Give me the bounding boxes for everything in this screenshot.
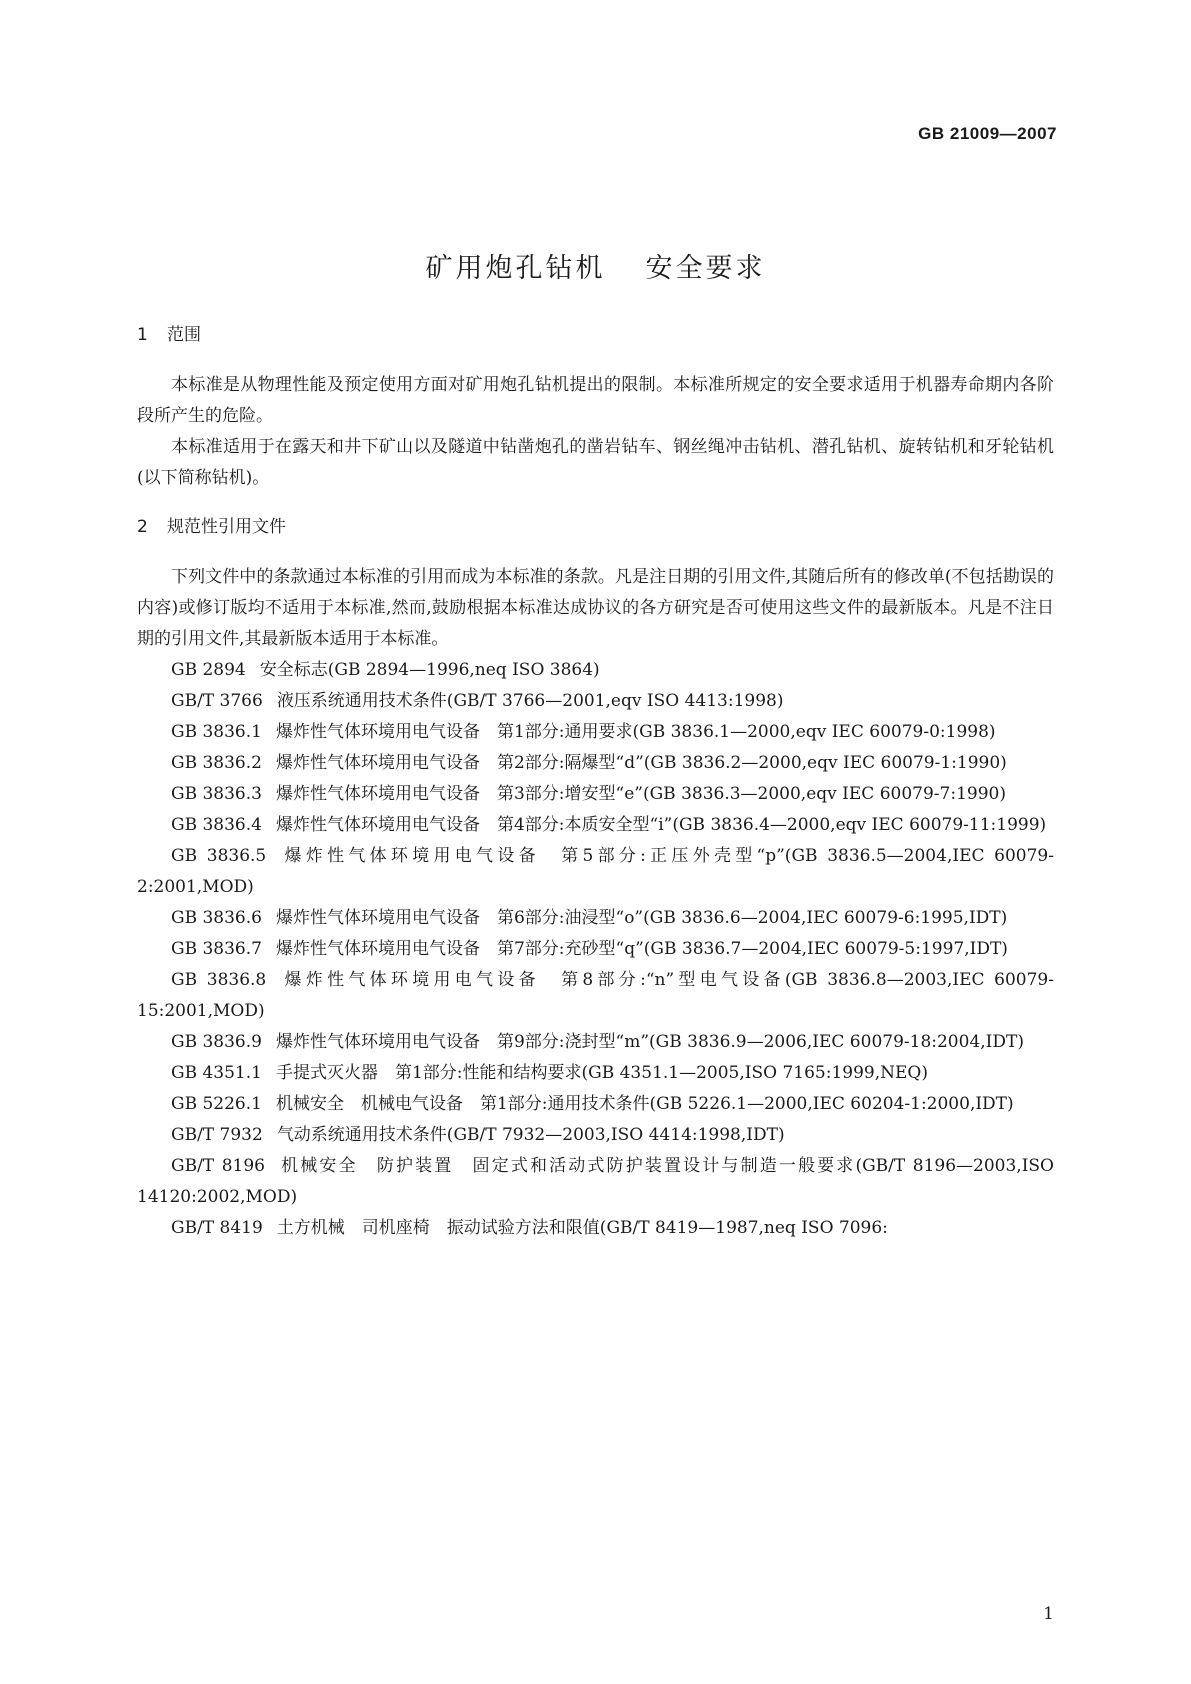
section-1-number: 1 [137,325,148,345]
reference-code: GB 4351.1 [171,1063,262,1083]
reference-code: GB 3836.1 [171,722,262,742]
reference-entry [137,655,1054,686]
reference-code: GB 3836.3 [171,784,262,804]
reference-text: 爆炸性气体环境用电气设备 第3部分:增安型“e”(GB 3836.3—2000,eqv IEC 60079-7:1990) [275,784,1006,804]
reference-code: GB/T 8419 [171,1218,263,1238]
reference-text: 气动系统通用技术条件(GB/T 7932—2003,ISO 4414:1998,IDT) [276,1125,785,1145]
reference-entry [137,717,1054,748]
reference-entry [137,1151,1054,1213]
section-2-number: 2 [137,517,148,537]
reference-entry [137,779,1054,810]
page-number: 1 [1043,1604,1054,1624]
reference-code: GB 3836.4 [171,815,262,835]
reference-text: 爆炸性气体环境用电气设备 第4部分:本质安全型“i”(GB 3836.4—2000,eqv IEC 60079-11:1999) [275,815,1047,835]
reference-text: 手提式灭火器 第1部分:性能和结构要求(GB 4351.1—2005,ISO 7165:1999,NEQ) [275,1063,928,1083]
reference-code: GB 3836.6 [171,908,262,928]
section-1-heading [137,320,1054,351]
reference-code: GB/T 3766 [171,691,263,711]
reference-code: GB 2894 [171,660,246,680]
reference-text: 爆炸性气体环境用电气设备 第5部分:正压外壳型“p”(GB 3836.5—2004,IEC 60079-2:2001,MOD) [137,846,1054,897]
reference-list [137,655,1054,1244]
reference-code: GB 3836.5 [171,846,267,866]
reference-code: GB/T 8196 [171,1156,265,1176]
reference-entry [137,748,1054,779]
reference-code: GB 3836.9 [171,1032,262,1052]
reference-code: GB/T 7932 [171,1125,263,1145]
document-title [0,246,1191,285]
section-1-title: 范围 [167,325,201,345]
reference-entry [137,1027,1054,1058]
reference-text: 爆炸性气体环境用电气设备 第2部分:隔爆型“d”(GB 3836.2—2000,eqv IEC 60079-1:1990) [275,753,1007,773]
reference-entry [137,841,1054,903]
title-main: 矿用炮孔钻机 [425,253,606,285]
reference-code: GB 3836.8 [171,970,267,990]
reference-entry [137,965,1054,1027]
reference-entry [137,903,1054,934]
section-2-title: 规范性引用文件 [167,517,286,537]
title-sub: 安全要求 [645,253,766,285]
reference-text: 机械安全 机械电气设备 第1部分:通用技术条件(GB 5226.1—2000,IEC 60204-1:2000,IDT) [275,1094,1014,1114]
section-2-intro: 下列文件中的条款通过本标准的引用而成为本标准的条款。凡是注日期的引用文件,其随后所有的修改单(不包括勘误的内容)或修订版均不适用于本标准,然而,鼓励根据本标准达成协议的各方研究是否可使用这些文件的最新版本。凡是不注日期的引用文件,其最新版本适用于本标准。 [137,567,1054,649]
reference-entry [137,810,1054,841]
reference-entry [137,1213,1054,1244]
reference-entry [137,934,1054,965]
section-2-heading [137,512,1054,543]
reference-text: 爆炸性气体环境用电气设备 第9部分:浇封型“m”(GB 3836.9—2006,IEC 60079-18:2004,IDT) [275,1032,1024,1052]
section-1-paragraph: 本标准是从物理性能及预定使用方面对矿用炮孔钻机提出的限制。本标准所规定的安全要求适用于机器寿命期内各阶段所产生的危险。 [137,375,1054,426]
section-1-paragraph: 本标准适用于在露天和井下矿山以及隧道中钻凿炮孔的凿岩钻车、钢丝绳冲击钻机、潜孔钻机、旋转钻机和牙轮钻机(以下简称钻机)。 [137,437,1054,488]
reference-entry [137,1089,1054,1120]
reference-text: 爆炸性气体环境用电气设备 第6部分:油浸型“o”(GB 3836.6—2004,IEC 60079-6:1995,IDT) [275,908,1008,928]
reference-text: 爆炸性气体环境用电气设备 第8部分:“n”型电气设备(GB 3836.8—2003,IEC 60079-15:2001,MOD) [137,970,1054,1021]
reference-text: 安全标志(GB 2894—1996,neq ISO 3864) [259,660,600,680]
reference-text: 液压系统通用技术条件(GB/T 3766—2001,eqv ISO 4413:1998) [276,691,784,711]
reference-entry [137,1058,1054,1089]
reference-entry [137,1120,1054,1151]
reference-text: 爆炸性气体环境用电气设备 第7部分:充砂型“q”(GB 3836.7—2004,IEC 60079-5:1997,IDT) [275,939,1008,959]
reference-text: 机械安全 防护装置 固定式和活动式防护装置设计与制造一般要求(GB/T 8196—2003,ISO 14120:2002,MOD) [137,1156,1054,1207]
reference-text: 爆炸性气体环境用电气设备 第1部分:通用要求(GB 3836.1—2000,eqv IEC 60079-0:1998) [275,722,996,742]
reference-code: GB 3836.2 [171,753,262,773]
standard-number: GB 21009—2007 [918,124,1057,143]
reference-code: GB 5226.1 [171,1094,262,1114]
reference-code: GB 3836.7 [171,939,262,959]
reference-entry [137,686,1054,717]
document-body [137,320,1054,1244]
reference-text: 土方机械 司机座椅 振动试验方法和限值(GB/T 8419—1987,neq ISO 7096: [276,1218,888,1238]
